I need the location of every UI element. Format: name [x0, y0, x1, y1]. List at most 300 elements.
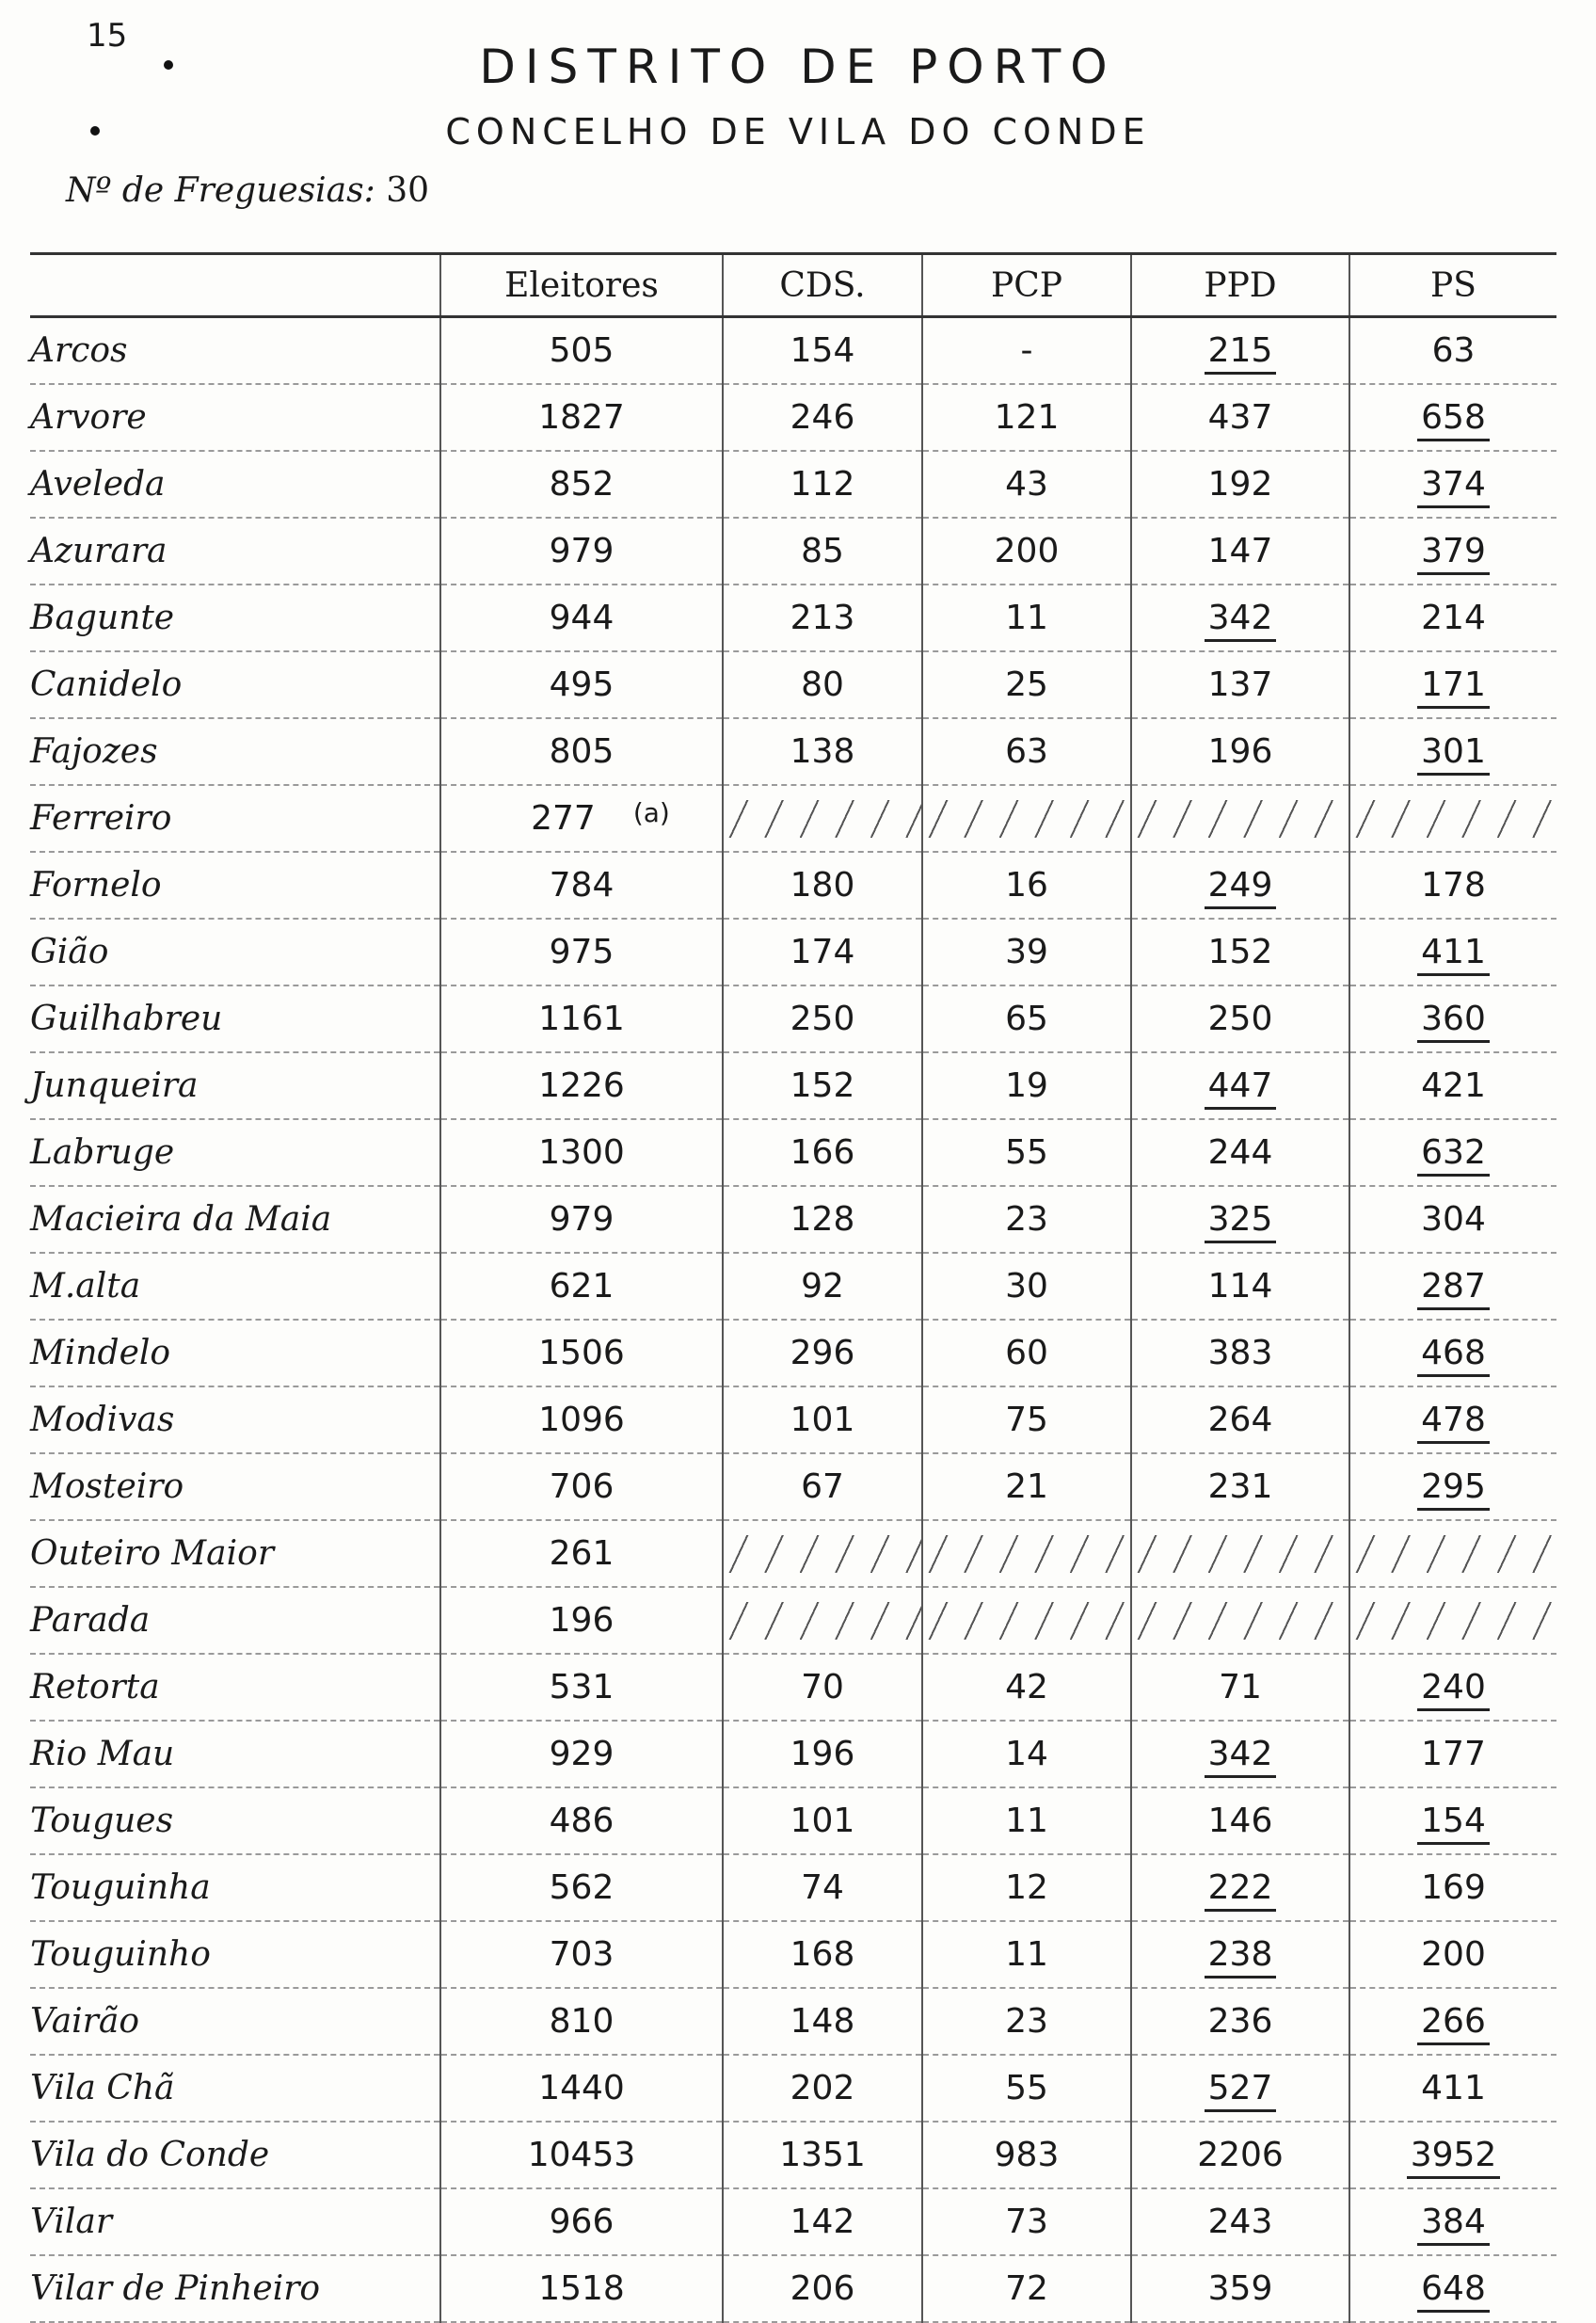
table-row — [30, 1253, 1556, 1320]
ps-cell-value: 171 — [1417, 665, 1490, 709]
cds-cell-hatched — [723, 785, 922, 852]
ppd-cell-value: 147 — [1207, 532, 1273, 570]
table-row — [30, 1654, 1556, 1721]
parish-name-value: Touguinho — [30, 1935, 211, 1974]
cds-cell-value: 180 — [790, 866, 855, 905]
eleitores-cell — [440, 651, 723, 718]
cds-cell-hatched — [723, 1520, 922, 1587]
note-mark: (a) — [632, 797, 670, 828]
cds-cell — [723, 1787, 922, 1854]
ps-cell-value: 658 — [1417, 398, 1490, 441]
cds-cell-value: 80 — [801, 665, 844, 704]
eleitores-cell — [440, 585, 723, 651]
eleitores-cell-value: 495 — [549, 665, 614, 704]
ps-cell-value: 304 — [1421, 1200, 1486, 1239]
eleitores-cell-value: 944 — [549, 599, 614, 637]
parish-name-value: Azurara — [30, 532, 168, 570]
ps-cell — [1349, 1320, 1556, 1386]
ppd-cell-hatched — [1131, 1587, 1349, 1654]
pcp-cell — [922, 985, 1131, 1052]
parish-name — [30, 1787, 440, 1854]
cds-cell — [723, 1654, 922, 1721]
ppd-cell — [1131, 2055, 1349, 2122]
eleitores-cell-value: 1096 — [538, 1401, 625, 1439]
eleitores-cell-value: 975 — [549, 933, 614, 971]
eleitores-cell-value: 486 — [549, 1802, 614, 1840]
ppd-cell — [1131, 451, 1349, 518]
cds-cell — [723, 1453, 922, 1520]
ppd-cell-value: 222 — [1205, 1868, 1277, 1912]
parish-name-value: M.alta — [30, 1267, 141, 1306]
table-row — [30, 1921, 1556, 1988]
ppd-cell — [1131, 1654, 1349, 1721]
parish-name — [30, 1520, 440, 1587]
eleitores-cell — [440, 451, 723, 518]
district-title: DISTRITO DE PORTO — [479, 40, 1117, 94]
cds-cell — [723, 1386, 922, 1453]
parish-name-value: Aveleda — [30, 465, 166, 504]
cds-cell — [723, 451, 922, 518]
eleitores-cell — [440, 919, 723, 985]
pcp-cell-value: 16 — [1005, 866, 1048, 905]
pcp-cell-value: 14 — [1005, 1735, 1048, 1773]
pcp-cell — [922, 1654, 1131, 1721]
ps-cell — [1349, 1453, 1556, 1520]
cds-cell — [723, 852, 922, 919]
pcp-cell-value: 73 — [1005, 2203, 1048, 2241]
ppd-cell-value: 146 — [1207, 1802, 1273, 1840]
pcp-cell-value: 42 — [1005, 1668, 1048, 1706]
eleitores-cell — [440, 384, 723, 451]
cds-cell — [723, 1854, 922, 1921]
eleitores-cell-value: 703 — [549, 1935, 614, 1974]
eleitores-cell — [440, 2055, 723, 2122]
ppd-cell-value: 527 — [1205, 2069, 1277, 2112]
ppd-cell — [1131, 1721, 1349, 1787]
eleitores-cell-value: 1506 — [538, 1334, 625, 1372]
parish-name-value: Canidelo — [30, 665, 183, 704]
pcp-cell — [922, 1320, 1131, 1386]
ps-cell-value: 301 — [1417, 732, 1490, 776]
ppd-cell-value: 2206 — [1197, 2136, 1284, 2174]
parish-name — [30, 585, 440, 651]
pcp-cell-value: 11 — [1005, 1935, 1048, 1974]
eleitores-cell — [440, 1787, 723, 1854]
parish-name-value: Bagunte — [30, 599, 175, 637]
table-row — [30, 317, 1556, 385]
eleitores-cell — [440, 985, 723, 1052]
ppd-cell — [1131, 1453, 1349, 1520]
pcp-cell — [922, 2055, 1131, 2122]
cds-cell — [723, 518, 922, 585]
parish-name-value: Tougues — [30, 1802, 174, 1840]
parish-name — [30, 1320, 440, 1386]
cds-cell-value: 70 — [801, 1668, 844, 1706]
ps-cell-value: 360 — [1417, 1000, 1490, 1043]
parish-name — [30, 919, 440, 985]
pcp-cell — [922, 317, 1131, 385]
ps-cell — [1349, 1186, 1556, 1253]
ps-cell-value: 177 — [1421, 1735, 1486, 1773]
eleitores-cell-value: 196 — [549, 1601, 614, 1640]
table-header-row — [30, 254, 1556, 317]
cds-cell-value: 74 — [801, 1868, 844, 1907]
parish-name — [30, 451, 440, 518]
parish-name-value: Parada — [30, 1601, 151, 1640]
table-row — [30, 2122, 1556, 2188]
eleitores-cell — [440, 718, 723, 785]
table-row — [30, 718, 1556, 785]
pcp-cell — [922, 1119, 1131, 1186]
pcp-cell-value: 55 — [1005, 1133, 1048, 1172]
parish-name-value: Labruge — [30, 1133, 175, 1172]
ps-cell-value: 421 — [1421, 1066, 1486, 1105]
pcp-cell — [922, 919, 1131, 985]
pcp-cell — [922, 1253, 1131, 1320]
pcp-cell-value: 23 — [1005, 1200, 1048, 1239]
pcp-cell — [922, 1186, 1131, 1253]
ps-cell — [1349, 1921, 1556, 1988]
parish-name — [30, 2055, 440, 2122]
cds-cell — [723, 1320, 922, 1386]
parishes-count: 30 — [386, 171, 430, 210]
ppd-cell-value: 137 — [1207, 665, 1273, 704]
cds-cell-value: 1351 — [779, 2136, 866, 2174]
column-header-cds: CDS. — [723, 254, 922, 317]
parish-name — [30, 1453, 440, 1520]
cds-cell — [723, 1253, 922, 1320]
ppd-cell — [1131, 1921, 1349, 1988]
ps-cell — [1349, 1787, 1556, 1854]
ppd-cell-value: 383 — [1207, 1334, 1273, 1372]
table-row — [30, 1453, 1556, 1520]
eleitores-cell — [440, 1921, 723, 1988]
ps-cell-hatched — [1349, 1587, 1556, 1654]
cds-cell-value: 196 — [790, 1735, 855, 1773]
pcp-cell-value: 11 — [1005, 599, 1048, 637]
ps-cell-value: 240 — [1417, 1668, 1490, 1711]
ppd-cell-value: 437 — [1207, 398, 1273, 437]
ps-cell-value: 287 — [1417, 1267, 1490, 1310]
parish-name-value: Ferreiro — [30, 799, 172, 838]
pcp-cell-value: 23 — [1005, 2002, 1048, 2041]
ps-cell-value: 411 — [1417, 933, 1490, 976]
parish-name-value: Junqueira — [30, 1066, 199, 1105]
cds-cell-value: 67 — [801, 1467, 844, 1506]
cds-cell-value: 213 — [790, 599, 855, 637]
pcp-cell — [922, 1453, 1131, 1520]
eleitores-cell — [440, 2255, 723, 2322]
ppd-cell-value: 231 — [1207, 1467, 1273, 1506]
ps-cell-value: 384 — [1417, 2203, 1490, 2246]
parish-name-value: Outeiro Maior — [30, 1534, 275, 1573]
eleitores-cell — [440, 1587, 723, 1654]
pcp-cell-value: 39 — [1005, 933, 1048, 971]
pcp-cell — [922, 1854, 1131, 1921]
eleitores-cell — [440, 1988, 723, 2055]
table-row — [30, 1721, 1556, 1787]
table-row — [30, 1119, 1556, 1186]
ppd-cell — [1131, 985, 1349, 1052]
eleitores-cell — [440, 1520, 723, 1587]
pcp-cell — [922, 1988, 1131, 2055]
eleitores-cell — [440, 1453, 723, 1520]
cds-cell — [723, 2055, 922, 2122]
ps-cell — [1349, 651, 1556, 718]
cds-cell-value: 154 — [790, 331, 855, 370]
ppd-cell-value: 236 — [1207, 2002, 1273, 2041]
table-body — [30, 317, 1556, 2323]
pcp-cell — [922, 852, 1131, 919]
parish-name — [30, 518, 440, 585]
ppd-cell — [1131, 585, 1349, 651]
eleitores-cell — [440, 1654, 723, 1721]
ppd-cell — [1131, 2122, 1349, 2188]
ps-cell-value: 295 — [1417, 1467, 1490, 1511]
cds-cell-hatched — [723, 1587, 922, 1654]
eleitores-cell-value: 1518 — [538, 2269, 625, 2308]
parish-name-value: Touguinha — [30, 1868, 211, 1907]
pcp-cell-hatched — [922, 1520, 1131, 1587]
parish-name — [30, 2255, 440, 2322]
pcp-cell-value: 75 — [1005, 1401, 1048, 1439]
eleitores-cell — [440, 518, 723, 585]
cds-cell-value: 101 — [790, 1401, 855, 1439]
eleitores-cell — [440, 1721, 723, 1787]
eleitores-cell-value: 810 — [549, 2002, 614, 2041]
pcp-cell — [922, 585, 1131, 651]
cds-cell-value: 296 — [790, 1334, 855, 1372]
eleitores-cell-value: 805 — [549, 732, 614, 771]
ppd-cell — [1131, 384, 1349, 451]
ppd-cell-value: 249 — [1205, 866, 1277, 909]
cds-cell-value: 202 — [790, 2069, 855, 2107]
cds-cell — [723, 919, 922, 985]
ppd-cell — [1131, 1253, 1349, 1320]
ps-cell-value: 478 — [1417, 1401, 1490, 1444]
cds-cell — [723, 718, 922, 785]
ps-cell-value: 379 — [1417, 532, 1490, 575]
eleitores-cell-value: 562 — [549, 1868, 614, 1907]
pcp-cell — [922, 384, 1131, 451]
parish-name-value: Fajozes — [30, 732, 158, 771]
parish-name — [30, 1052, 440, 1119]
parish-name-value: Vila Chã — [30, 2069, 175, 2107]
cds-cell — [723, 1988, 922, 2055]
ps-cell — [1349, 518, 1556, 585]
parish-name-value: Macieira da Maia — [30, 1200, 332, 1239]
table-row — [30, 651, 1556, 718]
ps-cell — [1349, 2055, 1556, 2122]
pcp-cell — [922, 1386, 1131, 1453]
eleitores-cell — [440, 1320, 723, 1386]
parish-name — [30, 985, 440, 1052]
parish-name-value: Modivas — [30, 1401, 175, 1439]
eleitores-cell — [440, 2122, 723, 2188]
eleitores-cell-value: 277 — [531, 799, 596, 838]
eleitores-cell-value: 531 — [549, 1668, 614, 1706]
ps-cell — [1349, 2255, 1556, 2322]
parish-name — [30, 785, 440, 852]
pcp-cell — [922, 518, 1131, 585]
ps-cell-value: 200 — [1421, 1935, 1486, 1974]
parish-name-value: Mindelo — [30, 1334, 171, 1372]
ppd-cell-value: 342 — [1205, 599, 1277, 642]
pcp-cell-value: 25 — [1005, 665, 1048, 704]
parish-name — [30, 718, 440, 785]
council-title: CONCELHO DE VILA DO CONDE — [445, 111, 1151, 152]
ps-cell-value: 648 — [1417, 2269, 1490, 2313]
ppd-cell-value: 243 — [1207, 2203, 1273, 2241]
pcp-cell-value: 30 — [1005, 1267, 1048, 1306]
pcp-cell — [922, 2255, 1131, 2322]
ppd-cell — [1131, 1186, 1349, 1253]
cds-cell — [723, 1186, 922, 1253]
pcp-cell-value: 63 — [1005, 732, 1048, 771]
parish-name — [30, 1119, 440, 1186]
parish-name — [30, 1721, 440, 1787]
ppd-cell — [1131, 1386, 1349, 1453]
cds-cell — [723, 585, 922, 651]
pcp-cell-value: 11 — [1005, 1802, 1048, 1840]
ps-cell — [1349, 585, 1556, 651]
parish-name — [30, 1921, 440, 1988]
pcp-cell — [922, 718, 1131, 785]
cds-cell-value: 166 — [790, 1133, 855, 1172]
parish-name-value: Gião — [30, 933, 109, 971]
eleitores-cell-value: 1300 — [538, 1133, 625, 1172]
ps-cell — [1349, 1253, 1556, 1320]
eleitores-cell — [440, 785, 723, 852]
cds-cell-value: 128 — [790, 1200, 855, 1239]
table-row — [30, 785, 1556, 852]
cds-cell-value: 206 — [790, 2269, 855, 2308]
eleitores-cell-value: 1827 — [538, 398, 625, 437]
cds-cell-value: 112 — [790, 465, 855, 504]
ppd-cell — [1131, 1787, 1349, 1854]
cds-cell-value: 101 — [790, 1802, 855, 1840]
eleitores-cell-value: 261 — [549, 1534, 614, 1573]
table-row — [30, 518, 1556, 585]
ps-cell — [1349, 919, 1556, 985]
parish-name-value: Vila do Conde — [30, 2136, 270, 2174]
pcp-cell-value: 60 — [1005, 1334, 1048, 1372]
eleitores-cell — [440, 1253, 723, 1320]
cds-cell-value: 85 — [801, 532, 844, 570]
eleitores-cell-value: 852 — [549, 465, 614, 504]
ps-cell-value: 214 — [1421, 599, 1486, 637]
cds-cell — [723, 1119, 922, 1186]
ps-cell — [1349, 1988, 1556, 2055]
ppd-cell — [1131, 1052, 1349, 1119]
ppd-cell — [1131, 1988, 1349, 2055]
cds-cell-value: 138 — [790, 732, 855, 771]
eleitores-cell — [440, 852, 723, 919]
table-row — [30, 1386, 1556, 1453]
eleitores-cell-value: 1226 — [538, 1066, 625, 1105]
eleitores-cell-value: 966 — [549, 2203, 614, 2241]
ppd-cell-value: 152 — [1207, 933, 1273, 971]
pcp-cell — [922, 1787, 1131, 1854]
parish-name-value: Vairão — [30, 2002, 140, 2041]
ppd-cell — [1131, 852, 1349, 919]
eleitores-cell — [440, 1052, 723, 1119]
ps-cell-value: 154 — [1417, 1802, 1490, 1845]
ps-cell — [1349, 1386, 1556, 1453]
cds-cell — [723, 2255, 922, 2322]
ppd-cell-value: 244 — [1207, 1133, 1273, 1172]
ppd-cell — [1131, 317, 1349, 385]
cds-cell — [723, 985, 922, 1052]
ps-cell — [1349, 852, 1556, 919]
pcp-cell-value: 21 — [1005, 1467, 1048, 1506]
parish-name — [30, 384, 440, 451]
pcp-cell-value: - — [1020, 331, 1033, 370]
ps-cell-value: 169 — [1421, 1868, 1486, 1907]
ppd-cell-value: 342 — [1205, 1735, 1277, 1778]
column-header-pcp: PCP — [922, 254, 1131, 317]
ps-cell-hatched — [1349, 1520, 1556, 1587]
cds-cell-value: 174 — [790, 933, 855, 971]
parish-name — [30, 852, 440, 919]
table-row — [30, 1787, 1556, 1854]
parish-name-value: Fornelo — [30, 866, 162, 905]
ps-cell — [1349, 1721, 1556, 1787]
ps-cell-value: 374 — [1417, 465, 1490, 508]
ppd-cell-value: 196 — [1207, 732, 1273, 771]
cds-cell-value: 142 — [790, 2203, 855, 2241]
table-row — [30, 985, 1556, 1052]
pcp-cell-value: 12 — [1005, 1868, 1048, 1907]
parish-name-value: Guilhabreu — [30, 1000, 223, 1038]
eleitores-cell — [440, 317, 723, 385]
ppd-cell — [1131, 1854, 1349, 1921]
ppd-cell-value: 215 — [1205, 331, 1277, 375]
eleitores-cell-value: 784 — [549, 866, 614, 905]
ppd-cell — [1131, 919, 1349, 985]
cds-cell-value: 92 — [801, 1267, 844, 1306]
table-row — [30, 2255, 1556, 2322]
parish-name-value: Vilar — [30, 2203, 113, 2241]
eleitores-cell-value: 1440 — [538, 2069, 625, 2107]
ppd-cell-value: 192 — [1207, 465, 1273, 504]
pcp-cell — [922, 2122, 1131, 2188]
ppd-cell-hatched — [1131, 785, 1349, 852]
ps-cell-value: 632 — [1417, 1133, 1490, 1177]
table-row — [30, 1988, 1556, 2055]
parish-name — [30, 2122, 440, 2188]
pcp-cell-value: 121 — [994, 398, 1060, 437]
ppd-cell-value: 238 — [1205, 1935, 1277, 1979]
pcp-cell-value: 983 — [994, 2136, 1060, 2174]
cds-cell-value: 246 — [790, 398, 855, 437]
ppd-cell — [1131, 2255, 1349, 2322]
page-number: 15 — [87, 17, 128, 55]
parish-name-value: Arcos — [30, 331, 128, 370]
ppd-cell-value: 250 — [1207, 1000, 1273, 1038]
parish-name — [30, 1654, 440, 1721]
cds-cell — [723, 384, 922, 451]
parish-name — [30, 1988, 440, 2055]
pcp-cell-value: 72 — [1005, 2269, 1048, 2308]
table-row — [30, 1520, 1556, 1587]
cds-cell — [723, 1721, 922, 1787]
ppd-cell — [1131, 718, 1349, 785]
table-row — [30, 585, 1556, 651]
cds-cell — [723, 651, 922, 718]
table-row — [30, 451, 1556, 518]
table-row — [30, 1587, 1556, 1654]
